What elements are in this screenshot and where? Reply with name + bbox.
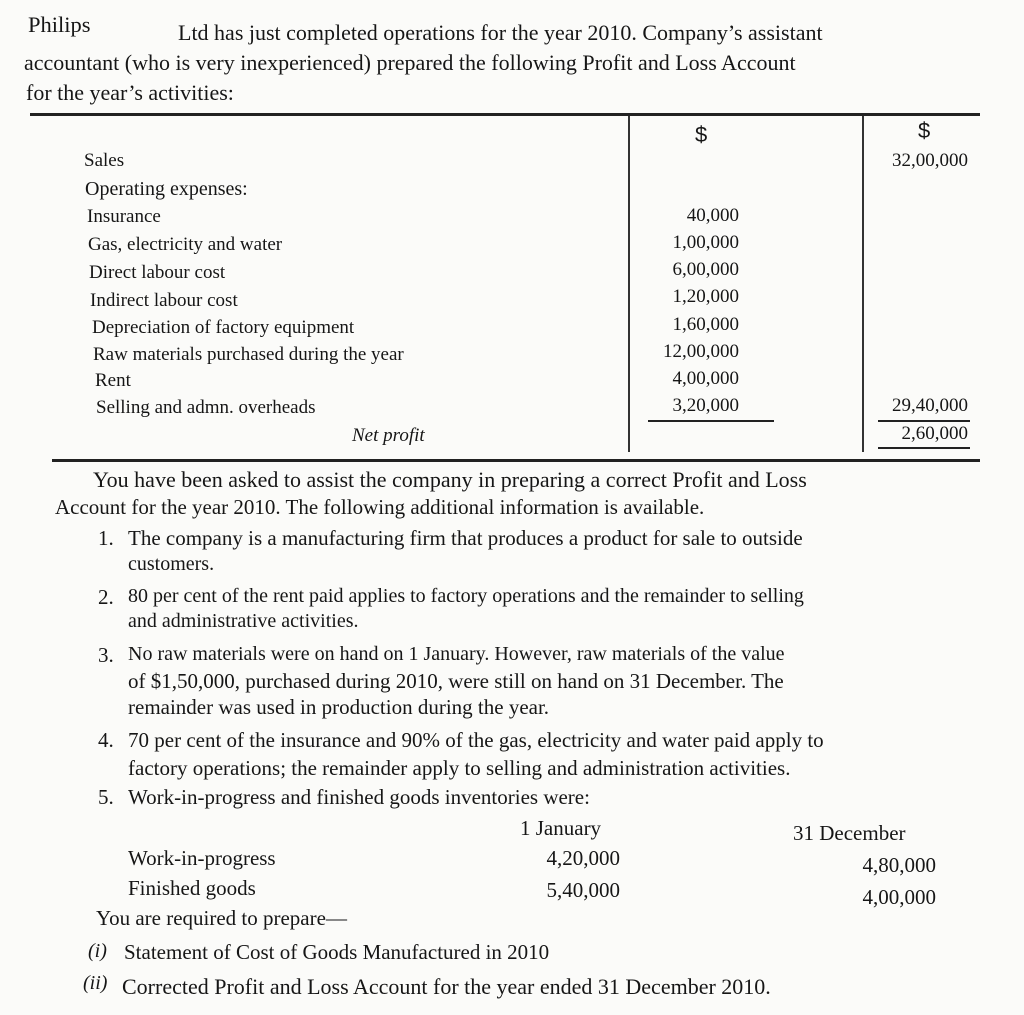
item-number: 4.	[98, 728, 114, 752]
expense-label: Rent	[95, 370, 131, 391]
inventory-row-label: Work-in-progress	[128, 846, 276, 870]
item-text: The company is a manufacturing firm that produces a product for sale to outside	[128, 526, 803, 550]
assist-line2: Account for the year 2010. The following additional information is available.	[55, 495, 705, 519]
total-expenses-value: 29,40,000	[892, 395, 968, 416]
required-heading: You are required to prepare—	[96, 906, 347, 930]
item-number: 5.	[98, 785, 114, 809]
item-text: factory operations; the remainder apply to selling and administration activities.	[128, 756, 791, 780]
required-part-text: Statement of Cost of Goods Manufactured in 2010	[124, 940, 550, 964]
intro-line3: for the year’s activities:	[26, 80, 234, 105]
expense-value: 4,00,000	[672, 368, 739, 389]
item-number: 3.	[98, 643, 114, 667]
expense-value: 3,20,000	[672, 395, 739, 416]
item-text: remainder was used in production during the year.	[128, 695, 550, 719]
expense-value: 6,00,000	[672, 259, 739, 280]
net-profit-value: 2,60,000	[901, 423, 968, 444]
item-text: of $1,50,000, purchased during 2010, were still on hand on 31 December. The	[128, 669, 784, 693]
sales-label: Sales	[84, 150, 125, 171]
col1-currency-header: $	[695, 122, 708, 147]
expense-value: 12,00,000	[663, 341, 739, 362]
expense-value: 1,20,000	[672, 286, 739, 307]
inventory-row-label: Finished goods	[128, 876, 256, 900]
inventory-jan-value: 5,40,000	[546, 878, 620, 902]
inventory-col-dec: 31 December	[793, 821, 906, 845]
intro-line1: Ltd has just completed operations for the year 2010. Company’s assistant	[178, 20, 823, 45]
column-divider-1	[628, 116, 630, 452]
inventory-dec-value: 4,80,000	[862, 853, 936, 877]
col2-currency-header: $	[918, 118, 931, 143]
inventory-dec-value: 4,00,000	[862, 885, 936, 909]
expense-label: Gas, electricity and water	[88, 234, 283, 255]
total-underline	[878, 420, 970, 422]
inventory-jan-value: 4,20,000	[546, 846, 620, 870]
assist-line1: You have been asked to assist the company in preparing a correct Profit and Loss	[93, 467, 807, 492]
expense-label: Raw materials purchased during the year	[93, 344, 404, 365]
expense-label: Selling and admn. overheads	[96, 397, 316, 418]
item-text: 70 per cent of the insurance and 90% of the gas, electricity and water paid apply to	[128, 728, 824, 752]
item-text: customers.	[128, 553, 215, 575]
sales-value: 32,00,000	[892, 150, 968, 171]
table-bottom-rule	[52, 459, 980, 462]
column-divider-2	[862, 116, 864, 452]
item-number: 1.	[98, 526, 114, 550]
net-profit-underline	[878, 447, 970, 449]
subtotal-underline	[648, 420, 774, 422]
intro-company: Philips	[28, 12, 91, 37]
expense-value: 1,00,000	[672, 232, 739, 253]
net-profit-label: Net profit	[352, 425, 425, 446]
opex-heading: Operating expenses:	[85, 178, 248, 200]
item-number: 2.	[98, 585, 114, 609]
expense-label: Depreciation of factory equipment	[92, 317, 355, 338]
required-part-text: Corrected Profit and Loss Account for the year ended 31 December 2010.	[122, 974, 771, 999]
intro-line2: accountant (who is very inexperienced) prepared the following Profit and Loss Account	[24, 50, 796, 75]
required-part-number: (i)	[88, 940, 107, 962]
item-text: Work-in-progress and finished goods inventories were:	[128, 785, 590, 809]
expense-label: Insurance	[87, 206, 161, 227]
item-text: 80 per cent of the rent paid applies to factory operations and the remainder to selling	[128, 585, 804, 607]
expense-label: Direct labour cost	[89, 262, 226, 283]
table-top-rule	[30, 113, 980, 116]
expense-value: 40,000	[686, 205, 739, 226]
required-part-number: (ii)	[83, 972, 108, 994]
item-text: and administrative activities.	[128, 610, 359, 632]
inventory-col-jan: 1 January	[520, 816, 602, 840]
expense-label: Indirect labour cost	[90, 290, 238, 311]
expense-value: 1,60,000	[672, 314, 739, 335]
item-text: No raw materials were on hand on 1 January. However, raw materials of the value	[128, 643, 785, 665]
